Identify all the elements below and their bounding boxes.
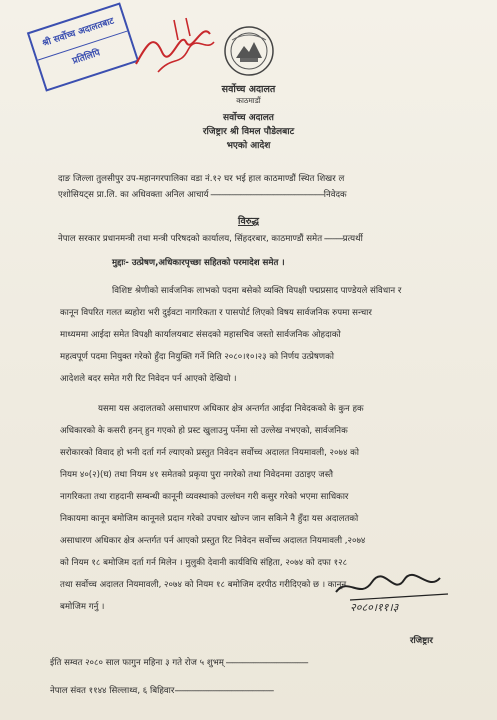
para2-line: अधिकारको के कसरी हनन् हुन गएको हो प्रस्ट खुलाउनु पर्नेमा सो उल्लेख नभएको, सार्वजनिक xyxy=(60,426,348,436)
para2-line: यसमा यस अदालतको असाधारण अधिकार क्षेत्र अन्तर्गत आईदा निवेदकको के कुन हक xyxy=(98,404,364,414)
registrar-line: रजिष्ट्रार श्री विमल पौडेलबाट xyxy=(202,127,295,137)
court-emblem-icon xyxy=(222,24,276,78)
footer-date-line: ईति सम्वत २०८० साल फागुन महिना ३ गते रोज ५ शुभम् --------------------------------------- xyxy=(50,658,308,668)
para2-line: नागरिकता तथा राहदानी सम्बन्धी कानूनी व्यवस्थाको उल्लंघन गरी कसुर गरेको भएमा साधिकार xyxy=(60,492,349,502)
petitioner-line-2: एशोसियट्स प्रा.लि. का अधिवक्ता अनिल आचार्य ------------------------------------------------------निवेदक xyxy=(58,190,347,200)
para1-line: विशिष्ट श्रेणीको सार्वजनिक लाभको पदमा बसेको व्यक्ति विपक्षी पद्मप्रसाद पाण्डेयले संविधान र xyxy=(112,286,402,296)
red-signature-scribble xyxy=(128,12,218,82)
para2-line: को नियम १८ बमोजिम दर्ता गर्न मिलेन । मुलुकी देवानी कार्यविधि संहिता, २०७४ को दफा १२८ xyxy=(60,558,348,568)
copy-stamp xyxy=(27,2,139,91)
para2-line: तथा सर्वोच्च अदालत नियमावली, २०७४ को नियम १८ बमोजिम दरपीठ गरीदिएको छ । कानून xyxy=(60,580,347,590)
footer-nepal-samvat: नेपाल संवत ११४४ सिल्लाथ्व, ६ बिहिवार----------------------------------------------- xyxy=(50,686,274,696)
stamp-line-copy: प्रतिलिपि xyxy=(38,31,133,77)
para1-line: महत्वपूर्ण पदमा नियुक्त गरेको हुँदा नियुक्ति गर्ने मिति २०८०।१०।२३ को निर्णय उत्प्रेषणको xyxy=(60,352,334,362)
petitioner-line-1: दाङ जिल्ला तुलसीपुर उप-महानगरपालिका वडा नं.१२ घर भई हाल काठमाण्डौं स्थित शिखर ल xyxy=(58,174,345,184)
versus-heading: विरुद्ध xyxy=(237,216,259,227)
court-name: सर्वोच्च अदालत xyxy=(223,113,274,123)
place-label: काठमाडौं xyxy=(236,96,261,105)
emblem-caption: सर्वोच्च अदालत xyxy=(221,84,276,95)
respondent-role: प्रत्यर्थी xyxy=(342,234,363,244)
para2-line: असाधारण अधिकार क्षेत्र अन्तर्गत पर्न आएको प्रस्तुत रिट निवेदन सर्वोच्च अदालत नियमावली ,२०७४ xyxy=(60,536,366,546)
para1-line: आदेशले बदर समेत गरी रिट निवेदन पर्न आएको देखियो । xyxy=(60,374,237,384)
petitioner-role: निवेदक xyxy=(323,190,347,200)
handwritten-date: २०८०।११।३ xyxy=(350,601,399,614)
para1-line: माध्यममा आईदा समेत विपक्षी कार्यालयबाट संसदको महासचिव जस्तो सार्वजनिक ओहदाको xyxy=(60,330,341,340)
respondent-line: नेपाल सरकार प्रधानमन्त्री तथा मन्त्री परिषदको कार्यालय, सिंहदरबार, काठमाण्डौं समेत ---------प्रत्यर्थी xyxy=(58,234,363,244)
para2-line: बमोजिम गर्नु । xyxy=(60,602,105,612)
para2-line: निकायमा कानून बमोजिम कानूनले प्रदान गरेको उपचार खोज्न जान सकिने नै हुँदा यस अदालतको xyxy=(60,514,359,524)
para1-line: कानून विपरित गलत ब्यहोरा भरी दुईवटा नागरिकता र पासपोर्ट लिएको विषय सार्वजनिक रुपमा सन्चार xyxy=(60,308,372,318)
para2-line: नियम ४०(२)(घ) तथा नियम ४१ समेतको प्रकृया पुरा नगरेको तथा निवेदनमा उठाइए जस्तै xyxy=(60,470,334,480)
order-title: भएको आदेश xyxy=(226,141,271,151)
registrar-title: रजिष्ट्रार xyxy=(410,636,433,646)
stamp-line-court: श्री सर्वोच्च अदालतबाट xyxy=(41,16,116,50)
para2-line: सरोकारको विवाद हो भनी दर्ता गर्न ल्याएको प्रस्तुत निवेदन सर्वोच्च अदालत नियमावली, २०७४ को xyxy=(60,448,359,458)
case-subject: मुद्दाः- उत्प्रेषण,अधिकारपृच्छा सहितको परमादेश समेत । xyxy=(112,258,285,268)
